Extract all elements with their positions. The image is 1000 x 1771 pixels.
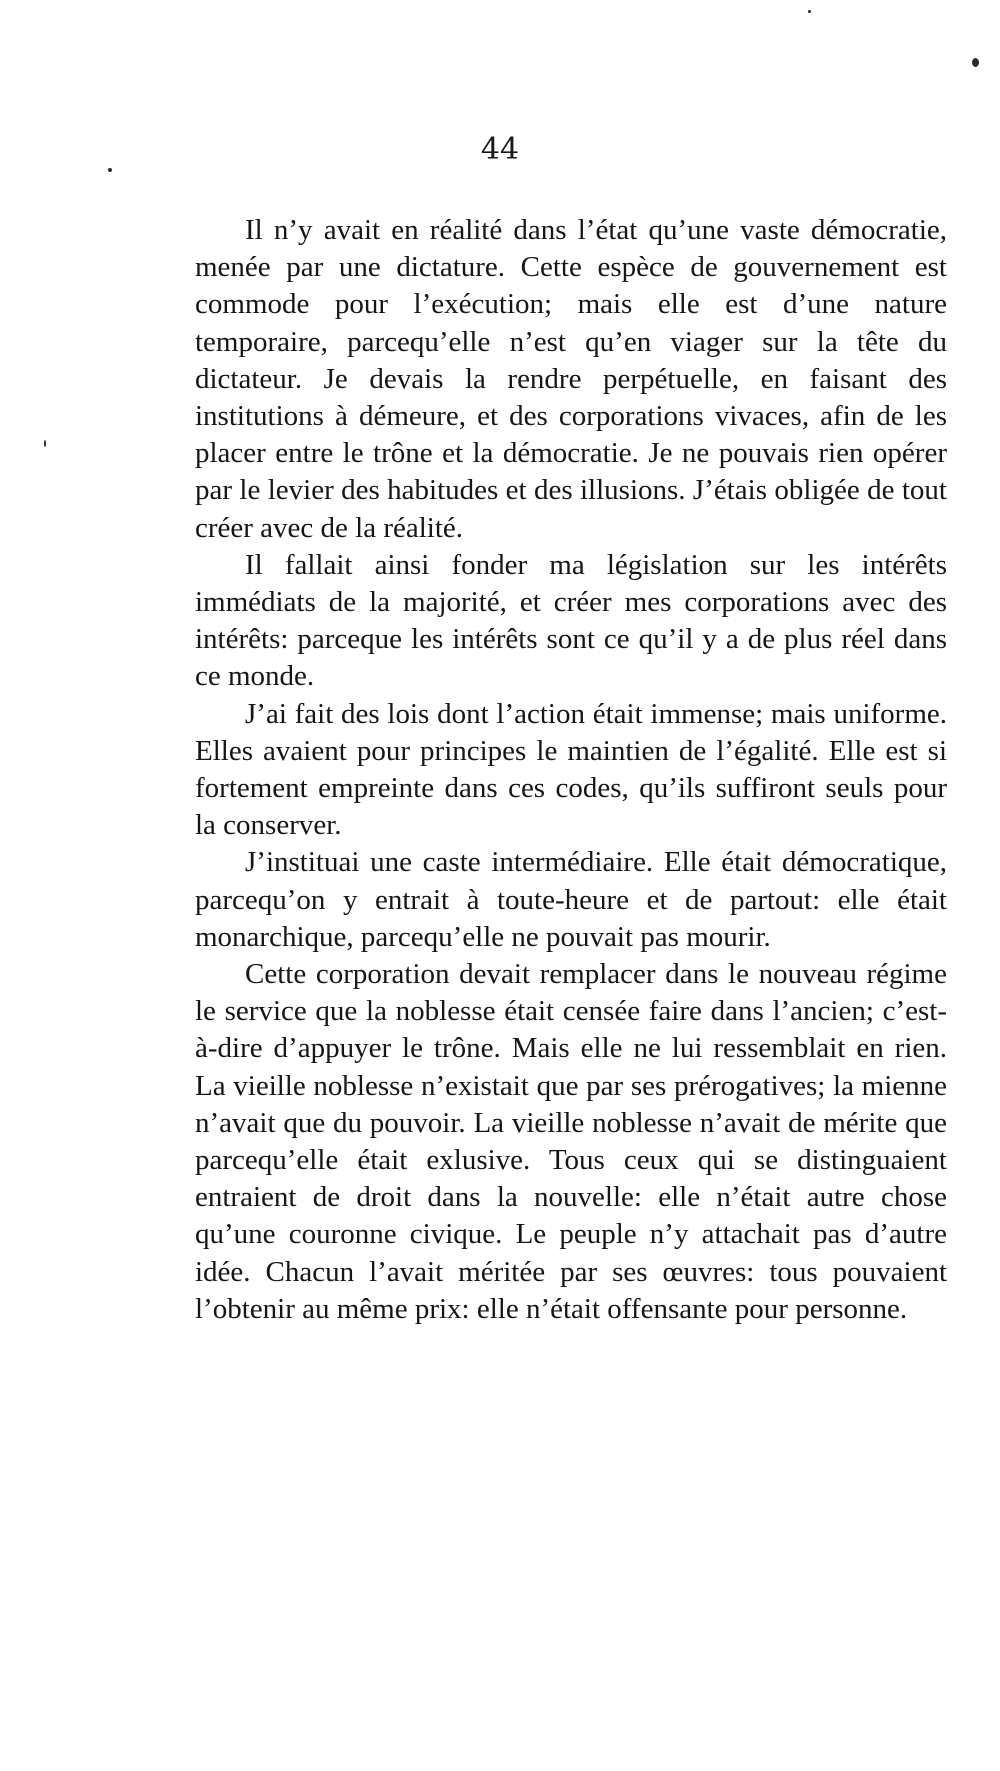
paragraph: Cette corporation devait remplacer dans le nouveau régime le service que la noblesse était censée faire dans l’ancien; c’est-à-dire d’appuyer le trône. Mais elle ne lui ressemblait en rien. La vieille noblesse n’existait que par ses prérogatives; la mienne n’avait que du pouvoir. La vieille noblesse n’avait de mérite que parcequ’elle était exlusive. Tous ceux qui se distinguaient entraient de droit dans la nouvelle: elle n’était autre chose qu’une couronne civique. Le peuple n’y attachait pas d’autre idée. Chacun l’avait méritée par ses œuvres: tous pouvaient l’obtenir au même prix: elle n’était offensante pour personne. — [195, 958, 947, 1325]
paragraph: J’instituai une caste intermédiaire. Elle était démocratique, parcequ’on y entrait à toute-heure et de partout: elle était monarchique, parcequ’elle ne pouvait pas mourir. — [195, 846, 947, 953]
body-text — [195, 212, 947, 1328]
ink-speck — [44, 440, 46, 447]
page-number: 44 — [480, 132, 520, 167]
paragraph: Il fallait ainsi fonder ma législation sur les intérêts immédiats de la majorité, et créer mes corporations avec des intérêts: parceque les intérêts sont ce qu’il y a de plus réel dans ce monde. — [195, 548, 947, 693]
ink-speck — [972, 58, 979, 67]
ink-speck — [108, 168, 112, 172]
ink-speck — [808, 10, 811, 13]
paragraph: Il n’y avait en réalité dans l’état qu’une vaste démocratie, menée par une dictature. Cette espèce de gouvernement est commode pour l’exécution; mais elle est d’une nature temporaire, parcequ’elle n’est qu’en viager sur la tête du dictateur. Je devais la rendre perpétuelle, en faisant des institutions à démeure, et des corporations vivaces, afin de les placer entre le trône et la démocratie. Je ne pouvais rien opérer par le levier des habitudes et des illusions. J’étais obligée de tout créer avec de la réalité. — [195, 214, 947, 544]
paragraph: J’ai fait des lois dont l’action était immense; mais uniforme. Elles avaient pour principes le maintien de l’égalité. Elle est si fortement empreinte dans ces codes, qu’ils suffiront seuls pour la conserver. — [195, 697, 947, 842]
